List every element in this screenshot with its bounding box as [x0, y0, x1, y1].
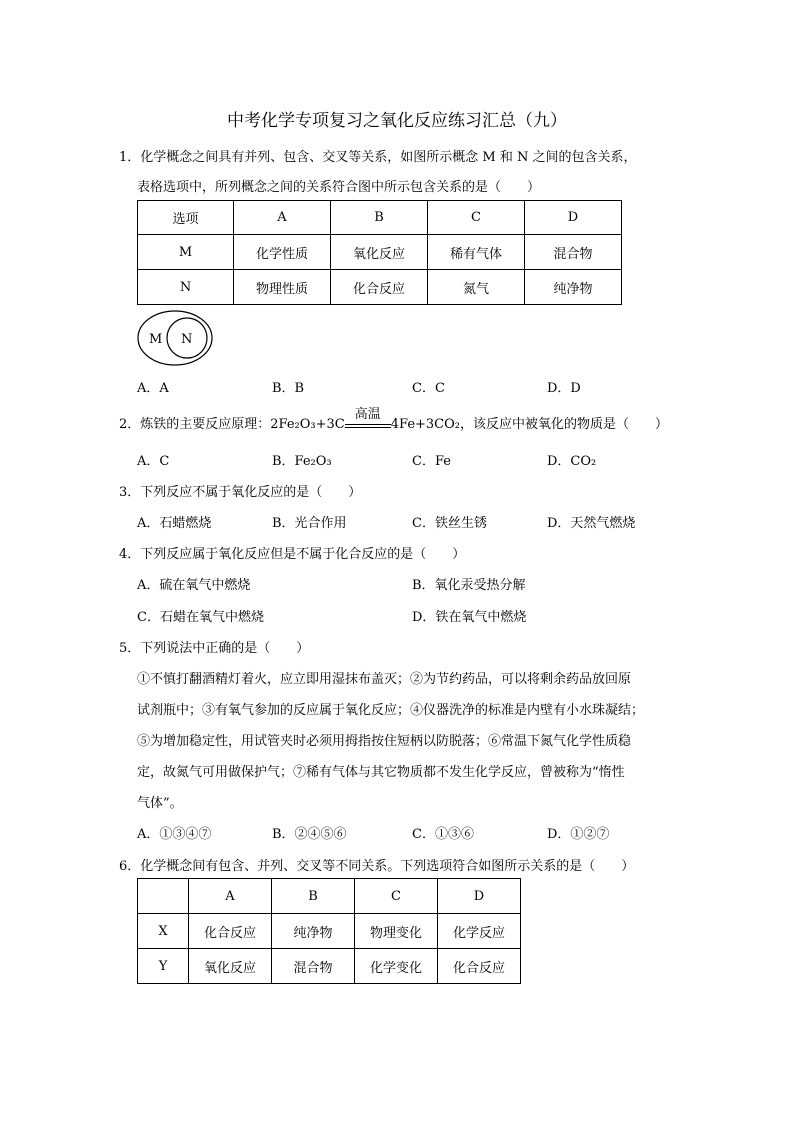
q1-table-cell: M	[138, 235, 234, 270]
q1-option-a: A．A	[137, 381, 169, 396]
q1-table-cell: 氧化反应	[331, 235, 428, 270]
q1-table-header-cell: C	[428, 201, 525, 235]
q6-table-header-cell: A	[189, 879, 272, 914]
q4-option-a: A．硫在氧气中燃烧	[137, 578, 251, 593]
table-row	[138, 235, 622, 270]
q6-table-cell: 化学变化	[355, 949, 438, 984]
q6-table	[137, 878, 521, 984]
q6-table-cell: 混合物	[272, 949, 355, 984]
q6-table-cell: 化学反应	[438, 914, 521, 949]
q2-prefix: 2．炼铁的主要反应原理：	[119, 417, 271, 432]
reaction-condition: 高温	[354, 406, 381, 422]
q1-option-d: D．D	[547, 381, 581, 396]
q1-table-header-cell: B	[331, 201, 428, 235]
q6-table-header-cell	[138, 879, 189, 914]
q4-option-b: B．氧化汞受热分解	[412, 578, 526, 593]
q1-table-cell: 物理性质	[234, 270, 331, 305]
q2-suffix: ，该反应中被氧化的物质是（ ）	[460, 417, 669, 432]
q1-option-c: C．C	[412, 381, 445, 396]
table-row	[138, 914, 521, 949]
q3-option-b: B．光合作用	[272, 516, 347, 531]
q6-stem: 6．化学概念间有包含、并列、交叉等不同关系。下列选项符合如图所示关系的是（ ）	[119, 859, 635, 874]
q6-table-header-cell: C	[355, 879, 438, 914]
q5-statement-line: ①不慎打翻酒精灯着火，应立即用湿抹布盖灭；②为节约药品，可以将剩余药品放回原	[137, 672, 632, 687]
q5-option-b: B．②④⑤⑥	[272, 827, 347, 842]
q1-stem-line2: 表格选项中，所列概念之间的关系符合图中所示包含关系的是（ ）	[137, 180, 541, 195]
q2-option-c: C．Fe	[412, 454, 451, 469]
q4-option-c: C．石蜡在氧气中燃烧	[137, 610, 264, 625]
q1-option-b: B．B	[272, 381, 305, 396]
q6-table-cell: 化合反应	[189, 914, 272, 949]
q6-table-cell: 物理变化	[355, 914, 438, 949]
q4-stem: 4．下列反应属于氧化反应但是不属于化合反应的是（ ）	[119, 547, 466, 562]
venn-label-m: M	[149, 332, 163, 347]
q1-table-cell: 化合反应	[331, 270, 428, 305]
venn-label-n: N	[181, 332, 193, 347]
q6-table-header-cell: B	[272, 879, 355, 914]
q1-table	[137, 200, 622, 305]
table-row	[138, 949, 521, 984]
q2-stem	[119, 406, 669, 432]
q1-stem-line1: 1．化学概念之间具有并列、包含、交叉等关系，如图所示概念 M 和 N 之间的包含关系，	[119, 150, 637, 165]
q6-table-cell: 化合反应	[438, 949, 521, 984]
q6-table-cell: 纯净物	[272, 914, 355, 949]
q5-statement-line: 气体”。	[137, 796, 183, 811]
q2-option-d: D．CO₂	[547, 454, 597, 469]
q6-table-cell: Y	[138, 949, 189, 984]
q5-stem: 5．下列说法中正确的是（ ）	[119, 641, 310, 656]
q1-table-header-cell: 选项	[138, 201, 234, 235]
q5-statement-line: 试剂瓶中；③有氧气参加的反应属于氧化反应；④仪器洗净的标准是内壁有小水珠凝结；	[137, 703, 645, 718]
q2-reactants: 2Fe₂O₃+3C	[270, 417, 345, 432]
q5-option-a: A．①③④⑦	[137, 827, 212, 842]
q5-option-c: C．①③⑥	[412, 827, 474, 842]
q3-option-c: C．铁丝生锈	[412, 516, 487, 531]
q5-statement-line: ⑤为增加稳定性，用试管夹时必须用拇指按住短柄以防脱落；⑥常温下氮气化学性质稳	[137, 734, 632, 749]
q1-table-cell: 化学性质	[234, 235, 331, 270]
venn-diagram	[137, 309, 217, 367]
q3-option-a: A．石蜡燃烧	[137, 516, 212, 531]
q1-table-cell: 混合物	[525, 235, 622, 270]
q6-table-cell: 氧化反应	[189, 949, 272, 984]
q4-option-d: D．铁在氧气中燃烧	[412, 610, 527, 625]
q1-table-cell: 纯净物	[525, 270, 622, 305]
table-row	[138, 270, 622, 305]
q5-statement-line: 定，故氮气可用做保护气；⑦稀有气体与其它物质都不发生化学反应，曾被称为“惰性	[137, 765, 625, 780]
q3-stem: 3．下列反应不属于氧化反应的是（ ）	[119, 485, 362, 500]
q1-table-header-cell: D	[525, 201, 622, 235]
page-title: 中考化学专项复习之氧化反应练习汇总（九）	[227, 111, 567, 131]
q2-option-a: A．C	[137, 454, 170, 469]
q1-table-cell: 稀有气体	[428, 235, 525, 270]
q2-products: 4Fe+3CO₂	[390, 417, 461, 432]
q3-option-d: D．天然气燃烧	[547, 516, 636, 531]
q6-table-header-cell: D	[438, 879, 521, 914]
q1-table-cell: 氮气	[428, 270, 525, 305]
q1-table-cell: N	[138, 270, 234, 305]
q5-option-d: D．①②⑦	[547, 827, 610, 842]
q6-table-cell: X	[138, 914, 189, 949]
q1-table-header-cell: A	[234, 201, 331, 235]
reaction-arrow	[345, 406, 391, 432]
q2-option-b: B．Fe₂O₃	[272, 454, 332, 469]
